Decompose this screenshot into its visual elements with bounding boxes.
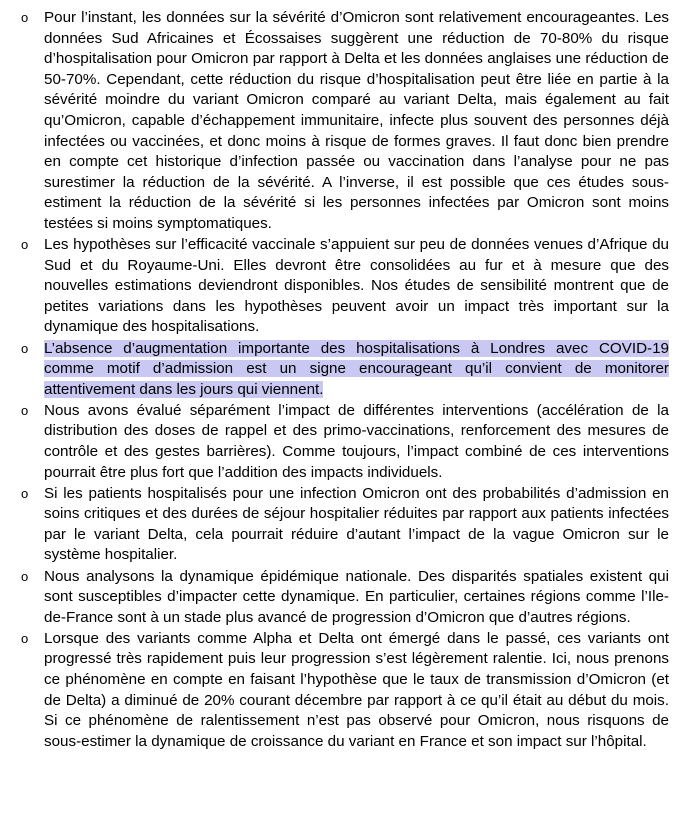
list-item [0, 8, 700, 235]
list-item [0, 567, 700, 629]
list-item [0, 235, 700, 338]
paragraph-text: Si les patients hospitalisés pour une infection Omicron ont des probabilités d’admission en soins critiques et des durées de séjour hospitalier réduites par rapport aux patients infectées par le variant Delta, cela pourrait réduire d’autant l’impact de la vague Omicron sur le système hospitalier. [44, 484, 669, 564]
list-item [0, 401, 700, 483]
paragraph-text: Nous analysons la dynamique épidémique nationale. Des disparités spatiales existent qui sont susceptibles d’impacter cette dynamique. En particulier, certaines régions comme l’Ile-de-France sont à un stade plus avancé de progression d’Omicron que d’autres régions. [44, 567, 669, 626]
bullet-marker: o [21, 485, 29, 501]
bullet-marker: o [21, 402, 29, 418]
bullet-marker: o [21, 568, 29, 584]
paragraph-text: Nous avons évalué séparément l’impact de différentes interventions (accélération de la distribution des doses de rappel et des primo-vaccinations, renforcement des mesures de contrôle et des gestes barrières). Comme toujours, l’impact combiné de ces interventions pourrait être plus fort que l’addition des impacts individuels. [44, 401, 669, 481]
bullet-marker: o [21, 10, 29, 25]
paragraph-text: Lorsque des variants comme Alpha et Delta ont émergé dans le passé, ces variants ont progressé très rapidement puis leur progression s’est légèrement ralentie. Ici, nous prenons ce phénomène en compte en faisant l’hypothèse que le taux de transmission d’Omicron (et de Delta) a diminué de 20% courant décembre par rapport à ce qu’il était au début du mois. Si ce phénomène de ralentissement n’est pas observé pour Omicron, nous risquons de sous-estimer la dynamique de croissance du variant en France et son impact sur l’hôpital. [44, 629, 669, 750]
list-item-highlighted [0, 339, 700, 401]
bullet-marker: o [21, 237, 29, 253]
highlighted-paragraph-text: L’absence d’augmentation importante des hospitalisations à Londres avec COVID-19 comme motif d’admission est un signe encourageant qu’il convient de monitorer attentivement dans les jours qui viennent. [44, 339, 669, 398]
bullet-marker: o [21, 340, 29, 356]
bullet-marker: o [21, 630, 29, 646]
list-item [0, 629, 700, 753]
paragraph-text: Les hypothèses sur l’efficacité vaccinale s’appuient sur peu de données venues d’Afrique du Sud et du Royaume-Uni. Elles devront être consolidées au fur et à mesure que des nouvelles estimations deviendront disponibles. Nos études de sensibilité montrent que de petites variations dans les hypothèses peuvent avoir un impact très important sur la dynamique des hospitalisations. [44, 236, 669, 336]
paragraph-text: Pour l’instant, les données sur la sévérité d’Omicron sont relativement encourageantes. Les données Sud Africaines et Écossaises suggèrent une réduction de 70-80% du risque d’hospitalisation pour Omicron par rapport à Delta et les données anglaises une réduction de 50-70%. Cependant, cette réduction du risque d’hospitalisation peut être liée en partie à la sévérité moindre du variant Omicron comparé au variant Delta, mais également au fait qu’Omicron, capable d’échappement immunitaire, infecte plus souvent des personnes déjà infectées ou vaccinées, et donc moins à risque de formes graves. Il faut donc bien prendre en compte cet historique d’infection passée ou vaccination dans l’analyse pour ne pas surestimer la réduction de la sévérité. A l’inverse, il est possible que ces études sous-estiment la réduction de la sévérité si les personnes infectées par Omicron sont moins testées si moins symptomatiques. [44, 9, 669, 232]
list-item [0, 484, 700, 566]
